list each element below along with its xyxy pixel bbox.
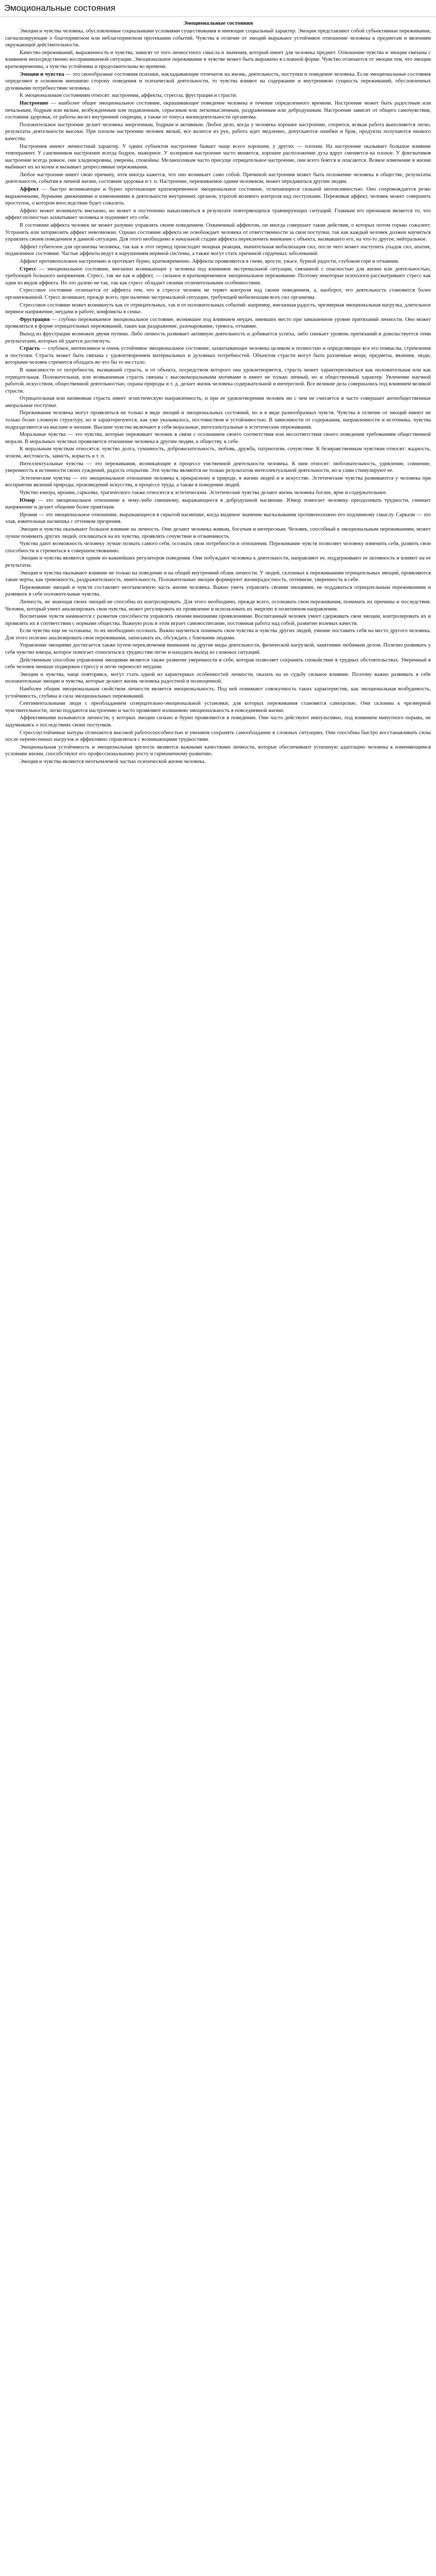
paragraph <box>5 555 431 569</box>
paragraph <box>5 208 431 222</box>
paragraph <box>5 570 431 584</box>
paragraph-text: Переживания человека могут проявляться не только в виде эмоций и эмоциональных состояний, но и в виде разнообразных чувств. Чувства в отличие от эмоций имеют не только более сложную структуру, но и характеризуются, как уже указывалось, постоянством и устойчивостью. В зависимости от содержания, направленности и источника, чувства подразделяются на высшие и низшие. Высшие чувства включают в себя моральные, интеллектуальные и эстетические переживания. <box>5 410 431 430</box>
paragraph <box>5 395 431 409</box>
paragraph-text: Чувство юмора, иронии, сарказма, трагического также относятся к эстетическим. Эстетические чувства делают жизнь человека богаче, ярче и содержательнее. <box>20 490 387 496</box>
paragraph <box>5 686 431 700</box>
paragraph-lead-term: Эмоции и чувства <box>20 71 64 77</box>
paragraph-text: В состоянии аффекта человек не может разумно управлять своим поведением. Охваченный аффектом, он иногда совершает такие действия, о которых потом горько сожалеет. Устранить или затормозить аффект невозможно. Однако состояние аффекта не освобождает человека от ответственности за свои поступки, так как каждый человек должен научиться управлять своим поведением в данной ситуации. Для этого необходимо в начальной стадии аффекта переключить внимание с объекта, вызвавшего его, на что-то другое, нейтральное. <box>5 223 431 243</box>
paragraph <box>5 302 431 316</box>
paragraph-text: Стрессовое состояние может возникнуть как от отрицательных, так и от положительных событий: например, внезапная радость, чрезмерная эмоциональная нагрузка, длительное нервное напряжение, неудачи в работе, конфликты в семье. <box>5 302 431 315</box>
paragraph-text: Моральные чувства — это чувства, которые переживает человек в связи с осознанием своего соответствия или несоответствия своего поведения требованиям общественной морали. В моральных чувствах проявляется отношение человека к другим людям, к обществу, к себе. <box>5 432 431 445</box>
paragraph-text: Настроения имеют личностный характер. У одних субъектов настроение бывает чаще всего хорошим, у других — плохим. На настроение оказывает большое влияние темперамент. У сангвиников настроение всегда бодрое, мажорное. У холериков настроение часто меняется, хорошее расположение духа вдруг сменяется на плохое. У флегматиков настроение всегда ровное, они хладнокровны, уверены, спокойны. Меланхоликам часто присуще отрицательное настроение, они всего боятся и опасаются. Всякое изменение в жизни выбивает их из колеи и вызывает депрессивные переживания. <box>5 143 431 171</box>
paragraph <box>5 715 431 728</box>
paragraph-text: Отрицательная или низменная страсть имеет эгоистическую направленность, и при ее удовлетворении человек ни с чем не считается и часто совершает антиобщественные аморальные поступки. <box>5 396 431 409</box>
paragraph-text: Чувства дают возможность человеку лучше познать самого себя, осознать свои потребности и отношения. Переживание чувств позволяет человеку изменить себя, развить свои способности и стремиться к совершенствованию. <box>5 541 431 554</box>
paragraph-text: — это своеобразные состояния психики, накладывающие отпечаток на жизнь, деятельность, поступки и поведение человека. Если эмоциональные состояния определяют в основном внешнюю сторону поведения и психической деятельности, то чувства влияют на содержание и внутреннюю сущность переживаний, обусловленных духовными потребностями человека. <box>5 71 431 91</box>
paragraph <box>5 526 431 540</box>
paragraph-text: Аффективными называются личности, у которых эмоции сильно и бурно проявляются в поведении. Они часто действуют импульсивно, под влиянием минутного порыва, не задумываясь о последствиях своих поступков. <box>5 715 431 728</box>
paragraph <box>5 222 431 243</box>
paragraph-text: Управление эмоциями достигается также путем переключения внимания на другие виды деятельности, физической нагрузкой, занятиями любимым делом. Полезно развивать у себя чувство юмора, которое помогает относиться к трудностям легче и находить выход из сложных ситуаций. <box>5 642 431 656</box>
paragraph <box>5 410 431 431</box>
paragraph-text: Стрессоустойчивые натуры отличаются высокой работоспособностью и умением сохранять самообладание в сложных ситуациях. Они способны быстро восстанавливать силы после перенесенных нагрузок и эффективно справляться с возникающими трудностями. <box>5 730 431 743</box>
paragraph-text: Аффект противоположен настроению и протекает бурно, кратковременно. Аффекты проявляются в гневе, ярости, ужасе, бурной радости, глубоком горе и отчаянии. <box>20 259 399 264</box>
paragraph-text: К моральным чувствам относятся: чувство долга, гуманность, доброжелательность, любовь, дружба, патриотизм, сочувствие. К безнравственным чувствам относят: жадность, эгоизм, жестокость, зависть, корысть и т. п. <box>5 446 431 460</box>
paragraph-text: Эстетические чувства — это эмоциональное отношение человека к прекрасному в природе, в жизни людей и в искусстве. Эстетические чувства развиваются у человека при восприятии явлений природы, произведений искусства, в процессе труда, а также в поведении людей. <box>5 475 431 488</box>
paragraph <box>5 446 431 460</box>
paragraph <box>5 122 431 143</box>
paragraph-text: К эмоциональным состояниям относят: настроения, аффекты, стрессы, фрустрации и страсти. <box>20 93 237 99</box>
paragraph-text: Любое настроение имеет свою причину, хотя иногда кажется, что оно возникает само собой. Причиной настроения может быть положение человека в обществе, результаты деятельности, события в личной жизни, состояние здоровья и т. п. Настроение, переживаемое одним человеком, может передаваться другим людям. <box>5 172 431 185</box>
paragraph <box>5 143 431 171</box>
paragraph-text: — наиболее общее эмоциональное состояние, окрашивающее поведение человека в течение определенного времени. Настроение может быть радостным или печальным, бодрым или вялым, возбужденным или подавленным, серьезным или легкомысленным, раздраженным или добродушным. Настроение зависит от общего самочувствия, состояния здоровья, от работы желез внутренней секреции, а также от тонуса жизнедеятельности организма. <box>5 100 431 121</box>
paragraph-text: Интеллектуальные чувства — это переживания, возникающие в процессе умственной деятельности человека. К ним относят: любознательность, удивление, сомнение, уверенность в истинности своих суждений, радость открытия. Эти чувства являются не только результатом интеллектуальной деятельности, но и сами стимулируют ее. <box>5 461 431 474</box>
paragraph-lead-term: Аффект <box>20 187 39 193</box>
paragraph-text: Действенным способом управления эмоциями является также развитие уверенности в себе, которая позволяет сохранять спокойствие в трудных обстоятельствах. Уверенный в себе человек меньше подвержен стрессу и легче переносит неудачи. <box>5 657 431 670</box>
paragraph-text: Воспитание чувств начинается с развития способности управлять своими внешними проявлениями. Воспитанный человек умеет сдерживать свои эмоции, контролировать их и проявлять их в соответствии с нормами общества. Важную роль в этом играет самовоспитание, постоянная работа над собой, развитие волевых качеств. <box>5 614 431 626</box>
paragraph <box>5 461 431 474</box>
paragraph-text: Выход из фрустрации возможен двумя путями. Либо личность развивает активную деятельность и добивается успеха, либо снижает уровень притязаний и довольствуется теми результатами, которых ей удается достигнуть. <box>5 331 431 344</box>
paragraph <box>5 71 431 92</box>
paragraph-text: Стрессовое состояние отличается от аффекта тем, что в стрессе человек не теряет контроля над своим поведением, а, наоборот, его деятельность становится более организованной. Стресс возникает, прежде всего, при наличии экстремальной ситуации, требующей мобилизации всех сил организма. <box>5 287 431 300</box>
paragraph <box>5 730 431 743</box>
paragraph <box>5 28 431 49</box>
paragraph-text: Эмоции и чувства оказывают большое влияние на личность. Они делают человека живым, богатым и интересным. Человек, способный к эмоциональным переживаниям, может лучше понимать других людей, откликаться на их чувства, проявлять сочувствие и отзывчивость. <box>5 526 431 539</box>
document-page <box>0 0 436 781</box>
paragraph <box>5 266 431 287</box>
paragraph-lead-term: Фрустрация <box>20 316 50 323</box>
paragraph-lead-term: Юмор <box>20 497 35 503</box>
paragraph <box>5 316 431 330</box>
paragraph <box>5 49 431 71</box>
paragraph-text: Положительное настроение делает человека энергичным, бодрым и активным. Любое дело, когда у человека хорошее настроение, спорится, всякая работа выполняется легко, результаты деятельности высоки. При плохом настроении человек вялый, все валится из рук, работа идет медленно, допускаются ошибки и брак, продукты получаются низкого качества. <box>5 122 431 142</box>
paragraph <box>5 172 431 185</box>
paragraph-text: Ирония — это эмоциональное отношение, выражающееся в скрытой насмешке, когда видимое значение высказывания противоположно его подлинному смыслу. Сарказм — это злая, язвительная насмешка с оттенком презрения. <box>5 512 431 525</box>
paragraph <box>5 258 431 265</box>
paragraph-lead-term: Настроение <box>20 100 48 106</box>
paragraph-list <box>5 28 431 758</box>
paragraph <box>5 642 431 656</box>
paragraph <box>5 244 431 258</box>
paragraph <box>5 700 431 714</box>
paragraph <box>5 489 431 497</box>
paragraph-text: Аффект может возникнуть внезапно, но может и постепенно накапливаться в результате повторяющихся травмирующих ситуаций. Главным его признаком является то, что аффект полностью захватывает человека и подчиняет его себе. <box>5 208 431 221</box>
paragraph-text: Личность, не знающая своих эмоций не способна их контролировать. Для этого необходимо, прежде всего, осознавать свои переживания, понимать их причины и последствия. Человек, который умеет анализировать свои чувства, может регулировать их проявление и использовать их энергию в позитивном направлении. <box>5 599 431 612</box>
paragraph-lead-term: Страсть <box>20 346 40 352</box>
paragraph-text: Эмоции и чувства, чаще повторяясь, могут стать одной из характерных особенностей личности, оказать на ее судьбу сильное влияние. Поэтому важно развивать в себе положительные эмоции и чувства, которые делают жизнь человека радостной и полноценной. <box>5 671 431 685</box>
paragraph-text: Эмоциональная устойчивость и эмоциональная зрелость являются важными качествами личности, которые обеспечивают успешную адаптацию человека к изменяющимся условиям жизни, способствуют его профессиональному росту и гармоничному развитию. <box>5 744 431 757</box>
paragraph <box>5 431 431 445</box>
paragraph <box>5 628 431 641</box>
paragraph-text: Аффект губителен для организма человека, так как в этот период происходит мощная реакция, значительная мобилизация сил, после чего может наступить упадок сил, апатия, подавленное состояние. Частые аффекты ведут к нарушениям нервной системы, а также могут стать причиной сердечных заболеваний. <box>5 244 431 257</box>
paragraph <box>5 613 431 627</box>
paragraph <box>5 584 431 598</box>
paragraph <box>5 345 431 366</box>
paragraph-text: Сентиментальными люди с преобладанием созерцательно-эмоциональной установки, для которых переживания становятся самоцелью. Они склонны к чрезмерной чувствительности, легко поддаются настроению и часто проявляют излишнюю эмоциональность в повседневной жизни. <box>5 701 431 714</box>
paragraph <box>5 287 431 301</box>
paragraph <box>5 512 431 526</box>
paragraph <box>5 475 431 489</box>
paragraph-text: — это эмоциональное отношение к чему-либо смешному, выражающееся в добродушной насмешке. Юмор помогает человеку преодолевать трудности, снимает напряжение и делает общение более приятным. <box>5 497 431 511</box>
paragraph-text: Качество переживаний, выраженность и чувства, зависят от того личностного смысла и значения, который имеет для человека предмет. Отношение чувства и эмоции связаны с влиянием непосредственно воспринимаемой ситуации. Эмоциональное переживание в чувстве может быть выражено в сложной форме. Чувство отличается от эмоции тем, что эмоции кратковременны, а чувства устойчивы и продолжительны во времени. <box>5 49 431 70</box>
paragraph-text: — эмоциональное состояние, внезапно возникающее у человека под влиянием экстремальной ситуации, связанной с опасностью для жизни или деятельностью, требующей большого напряжения. Стресс, так же как и аффект, — сильное и кратковременное эмоциональное переживание. Поэтому некоторые психологи рассматривают стресс как один из видов аффекта. Но это далеко не так, так как стресс обладает своими отличительными особенностями. <box>5 266 431 286</box>
paragraph-text: Наиболее общим эмоциональным свойством личности является эмоциональность. Под ней понимают совокупность таких характеристик, как эмоциональная возбудимость, устойчивость, глубина и сила эмоциональных переживаний. <box>5 686 431 699</box>
paragraph-text: — быстро возникающее и бурно протекающее кратковременное эмоциональное состояние, отличающееся сильной интенсивностью. Оно сопровождается резко выраженными, бурными движениями и изменениями в деятельности внутренних органов, утратой волевого контроля над поступками. Переживая аффект, человек может совершить проступок, о котором впоследствии будет сожалеть. <box>5 187 431 207</box>
paragraph-text: Эмоции и чувства оказывают влияние не только на поведение и на общий внутренний облик личности. У людей, склонных к переживаниям отрицательных эмоций, проявляются такие черты, как тревожность, раздражительность, мнительность. Положительные эмоции формируют жизнерадостность, оптимизм, уверенность в себе. <box>5 570 431 583</box>
paragraph <box>5 599 431 613</box>
document-content <box>0 17 436 766</box>
paragraph <box>5 92 431 99</box>
paragraph <box>5 497 431 511</box>
paragraph-text: Если чувства еще не осознаны, то их необходимо осознать. Важно научиться понимать свои чувства и чувства других людей, умение поставить себя на место другого человека. Для этого полезно анализировать свои переживания, записывать их, обсуждать с близкими людьми. <box>5 628 431 641</box>
paragraph-lead-term: Стресс <box>20 266 37 272</box>
paragraph-text: — глубокое, интенсивное и очень устойчивое эмоциональное состояние, захватывающее человека целиком и полностью и определяющее все его помыслы, стремления и поступки. Страсть может быть связана с удовлетворением материальных и духовных потребностей. Объектом страсти могут быть различные вещи, предметы, явления, люди, которыми человек стремится обладать во что бы то ни стало. <box>5 346 431 366</box>
paragraph <box>5 671 431 685</box>
paragraph-text: — глубоко переживаемое эмоциональное состояние, возникшее под влиянием неудач, имевших место при завышенном уровне притязаний личности. Оно может проявляться в форме отрицательных переживаний, таких как раздражение, разочарование, тревога, отчаяние. <box>5 316 431 330</box>
paragraph <box>5 331 431 345</box>
paragraph <box>5 186 431 207</box>
page-title: Эмоциональные состояния <box>0 0 436 17</box>
paragraph <box>5 367 431 395</box>
section-heading: Эмоциональные состояния <box>183 20 253 26</box>
paragraph-text: Переживание эмоций и чувств составляет неотъемлемую часть жизни человека. Важно уметь управлять своими эмоциями, не поддаваться отрицательным переживаниям и развивать в себе положительные чувства. <box>5 584 431 598</box>
paragraph <box>5 744 431 758</box>
paragraph-text: Эмоции и чувства являются одним из важнейших регуляторов поведения. Они побуждают человека к деятельности, направляют ее, поддерживают ее активность и влияют на ее результаты. <box>5 555 431 568</box>
paragraph <box>5 540 431 554</box>
paragraph <box>5 657 431 671</box>
paragraph-text: В зависимости от потребности, вызвавшей страсть, и от объекта, посредством которого она удовлетворяется, страсть может характеризоваться как положительная или как отрицательная. Положительная, или возвышенная страсть связана с высокоморальными мотивами и имеет не только личный, но и общественный характер. Увлечение научной работой, искусством, общественной деятельностью, охрана природы и т. д. делает жизнь человека содержательной и интересной. Все великие дела совершались под влиянием великой страсти. <box>5 367 431 394</box>
paragraph <box>5 100 431 121</box>
closing-paragraph: Эмоции и чувства являются неотъемлемой частью психической жизни человека. <box>20 758 206 765</box>
paragraph-text: Эмоции и чувства человека, обусловленные социальными условиями существования и имеющие социальный характер. Эмоции представляют собой субъективные переживания, сигнализирующие о благоприятном или неблагоприятном протекании событий. Чувства в отличие от эмоций выражают устойчивое отношение человека к предметам и явлениям окружающей действительности. <box>5 28 431 48</box>
